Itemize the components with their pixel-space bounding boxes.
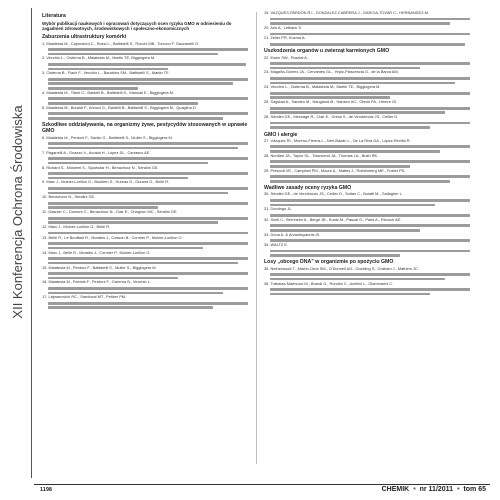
section-risk-assessment: Wadliwe zasady oceny ryzyka GMO: [264, 185, 352, 192]
reference-entry: [42, 236, 252, 250]
reference-text: 36. Trabalza-Marinucci M., Brandi G., Rondini C., Avellini L., Giammarini C.: [264, 281, 394, 286]
reference-text: 25. Sagstad A., Sanden M., Haugland Ø., Hansen AC., Olsvik PA., Hemre GI.: [264, 100, 398, 105]
reference-entry: [42, 266, 252, 280]
reference-entry: [264, 282, 474, 296]
journal-info: [382, 486, 486, 493]
reference-entry: [264, 139, 474, 153]
reference-entry: [42, 195, 252, 209]
reference-text: 15. Malatesta M., Perdoni F., Battistelli S., Muller S., Biggiogera M.: [42, 265, 157, 270]
reference-text: 9. Marc J., Mulner-Lorillon O., Boulben S., Hureau D., Durand G., Bellé R.: [42, 180, 170, 185]
reference-text: 35. Netherwood T., Martín-Orúe SM., O'Donnell AG., Gockling S., Graham J., Mathers JC.: [264, 266, 419, 271]
reference-text: 33. Dona A. & Arvanitoyannis IS.: [264, 232, 321, 237]
reference-entry: [264, 85, 474, 99]
reference-text: 22. Ewen SW., Pusztai A.: [264, 55, 308, 60]
reference-text: 5. Malatesta M., Boraldi F., Annovi G., Baldelli B., Battistelli S., Biggiogera M., Quaglino D.: [42, 105, 197, 110]
reference-text: 10. Benachour N., Seralini GE.: [42, 195, 96, 200]
reference-entry: [264, 26, 474, 35]
page-number: 1198: [40, 487, 52, 493]
reference-text: 30. Séralini GE., de Vendômois JS., Cellier D., Sultan C., Buiatti M., Gallagher L.: [264, 192, 403, 197]
reference-text: 32. Snell C., Bernheim A., Bergé JB., Kuntz M., Pascal G., Paris A., Ricroch AE.: [264, 217, 402, 222]
reference-entry: [264, 154, 474, 168]
reference-entry: [264, 243, 474, 257]
left-column: [42, 10, 252, 309]
sidebar-rule: [31, 8, 32, 478]
reference-entry: [42, 136, 252, 150]
reference-entry: [264, 115, 474, 129]
reference-text: 1. Malatesta M., Caporaloni C., Rossi L., Battistelli S., Rocchi MB., Tonucci F. Gazzanelli G.: [42, 41, 200, 46]
journal-issue: nr 11/2011: [419, 486, 454, 493]
publication-subheading: Wybór publikacji naukowych i opracowań dotyczących ocen ryzyka GMO w odniesieniu do zagadnień zdrowotnych, środowiskowych i społeczno-ekonomicznych: [42, 21, 232, 32]
reference-entry: [42, 71, 252, 89]
reference-entry: [42, 56, 252, 70]
reference-text: 31. Domingo JL.: [264, 207, 293, 212]
reference-text: 19. VAZQUES-PARDON R.I., GONZALEZ-CABRERA J., GARCIA-TOVAR C., HERNANDEZ-M.: [264, 11, 430, 16]
bullet-separator: •: [413, 486, 416, 493]
section-foreign-dna: Losy „obcego DNA” w organizmie po spożyciu GMO: [264, 259, 394, 266]
sidebar-vertical-title: [0, 0, 34, 470]
reference-text: 29. Prescott VE., Campbell PM., Moore A., Mattes J., Rothenberg ME., Foster PS.: [264, 168, 406, 173]
reference-text: 28. Nordlee JA., Taylor SL., Townsend JA., Thomas LA., Bush RK.: [264, 153, 379, 158]
reference-text: 27. Vázquez RI., Moreno-Fierros L., Neri-Bazán L., De La Riva GA., López-Revilla R.: [264, 138, 411, 143]
reference-text: 2. Vecchio L., Cisterna B., Malatesta M., Martin TE, Biggiogera M.: [42, 56, 156, 61]
reference-entry: [42, 210, 252, 224]
section-organ-damage: Uszkodzenia organów u zwierząt karmionych GMO: [264, 48, 390, 55]
reference-entry: [264, 233, 474, 242]
reference-entry: [264, 56, 474, 70]
reference-entry: [42, 225, 252, 234]
reference-text: 12. Marc J., Mulner-Lorillon O., Bellé R.: [42, 225, 111, 230]
reference-text: 14. Marc J., Bellé R., Morales J., Cormier P., Mulner-Lorillon O.: [42, 250, 151, 255]
section-allergies: GMO i alergie: [264, 131, 298, 138]
reference-text: 17. Lajmanovich RC., Sandoval MT., Peltzer PM.: [42, 295, 127, 300]
reference-text: 3. Cisterna B., Flach F., Vecchio L., Barabino SM., Battistelli S., Martin TE.: [42, 71, 170, 76]
reference-entry: [264, 218, 474, 232]
right-column: [264, 10, 474, 295]
reference-entry: [42, 106, 252, 120]
section-ultrastructure: Zaburzenia ultrastruktury komórki: [42, 34, 127, 41]
reference-entry: [42, 180, 252, 194]
reference-entry: [264, 267, 474, 281]
sidebar-title-svg: [0, 0, 34, 470]
reference-entry: [42, 42, 252, 56]
reference-text: 7. Paganelli A., Gnazzo V., Acosta H., López SL., Carrasco AE.: [42, 150, 151, 155]
reference-entry: [264, 36, 474, 45]
reference-text: 20. Aris A., Leblanc S.: [264, 26, 303, 31]
reference-text: 34. WALTZ E.: [264, 243, 288, 248]
reference-entry: [264, 207, 474, 216]
reference-text: 24. Vecchio L., Cisterna B., Malatesta M., Martin TE., Biggiogera M.: [264, 85, 381, 90]
reference-entry: [264, 192, 474, 206]
reference-entry: [42, 151, 252, 165]
reference-text: 8. Richard S., Moslemi S., Sipahutar H., Benachour N., Seralini GE.: [42, 165, 159, 170]
reference-entry: [264, 100, 474, 114]
reference-entry: [42, 251, 252, 265]
reference-text: 4. Malatesta M., Tiberi C., Baldelli B., Battistelli S., Manuali E., Biggiogera M.: [42, 90, 174, 95]
reference-text: 13. Bellé R., Le Bouffant R., Morales J., Cosson B., Cormier P., Mulner-Lorillon O.: [42, 235, 183, 240]
column-divider: [256, 12, 257, 464]
reference-text: 26. Séralini GE., Mesnage R., Clair E., Gress S., de Vendômois JS., Cellier D.: [264, 115, 399, 120]
journal-volume: tom 65: [463, 486, 486, 493]
reference-entry: [42, 91, 252, 105]
reference-entry: [264, 11, 474, 25]
reference-entry: [42, 166, 252, 180]
reference-entry: [264, 70, 474, 84]
sidebar-title-text: XII Konferencja Ochrona Środowiska: [10, 105, 25, 319]
page-footer: [34, 484, 490, 498]
bullet-separator: •: [457, 486, 460, 493]
reference-text: 21. Zeller PR, Kuzma A.: [264, 36, 306, 41]
section-pesticides: Szkodliwe oddziaływania, na organizmy żywe, pestycydów stosowanych w uprawie GMO: [42, 122, 248, 135]
reference-entry: [264, 169, 474, 183]
literature-heading: Literatura: [42, 12, 66, 19]
journal-name: CHEMIK: [381, 486, 410, 493]
reference-text: 23. Magaña-Gómez JA., Cervantes GL., Yepiz-Plascencia G., de la Barca AM.: [264, 70, 399, 75]
reference-text: 16. Malatesta M., Pahinis F., Perdoni F., Cisterna B., Vecchio L.: [42, 280, 151, 285]
reference-text: 6. Malatesta M., Perdoni F., Santin G., Battistelli S., Muller S., Biggiogera M.: [42, 135, 173, 140]
reference-entry: [42, 280, 252, 294]
reference-entry: [42, 295, 252, 309]
footer-rule: [34, 484, 490, 485]
reference-text: 11. Gasnier C., Dumont C., Benachour N., Clair E., Chagnon MC., Séralini GE.: [42, 210, 178, 215]
sidebar: [0, 0, 34, 500]
